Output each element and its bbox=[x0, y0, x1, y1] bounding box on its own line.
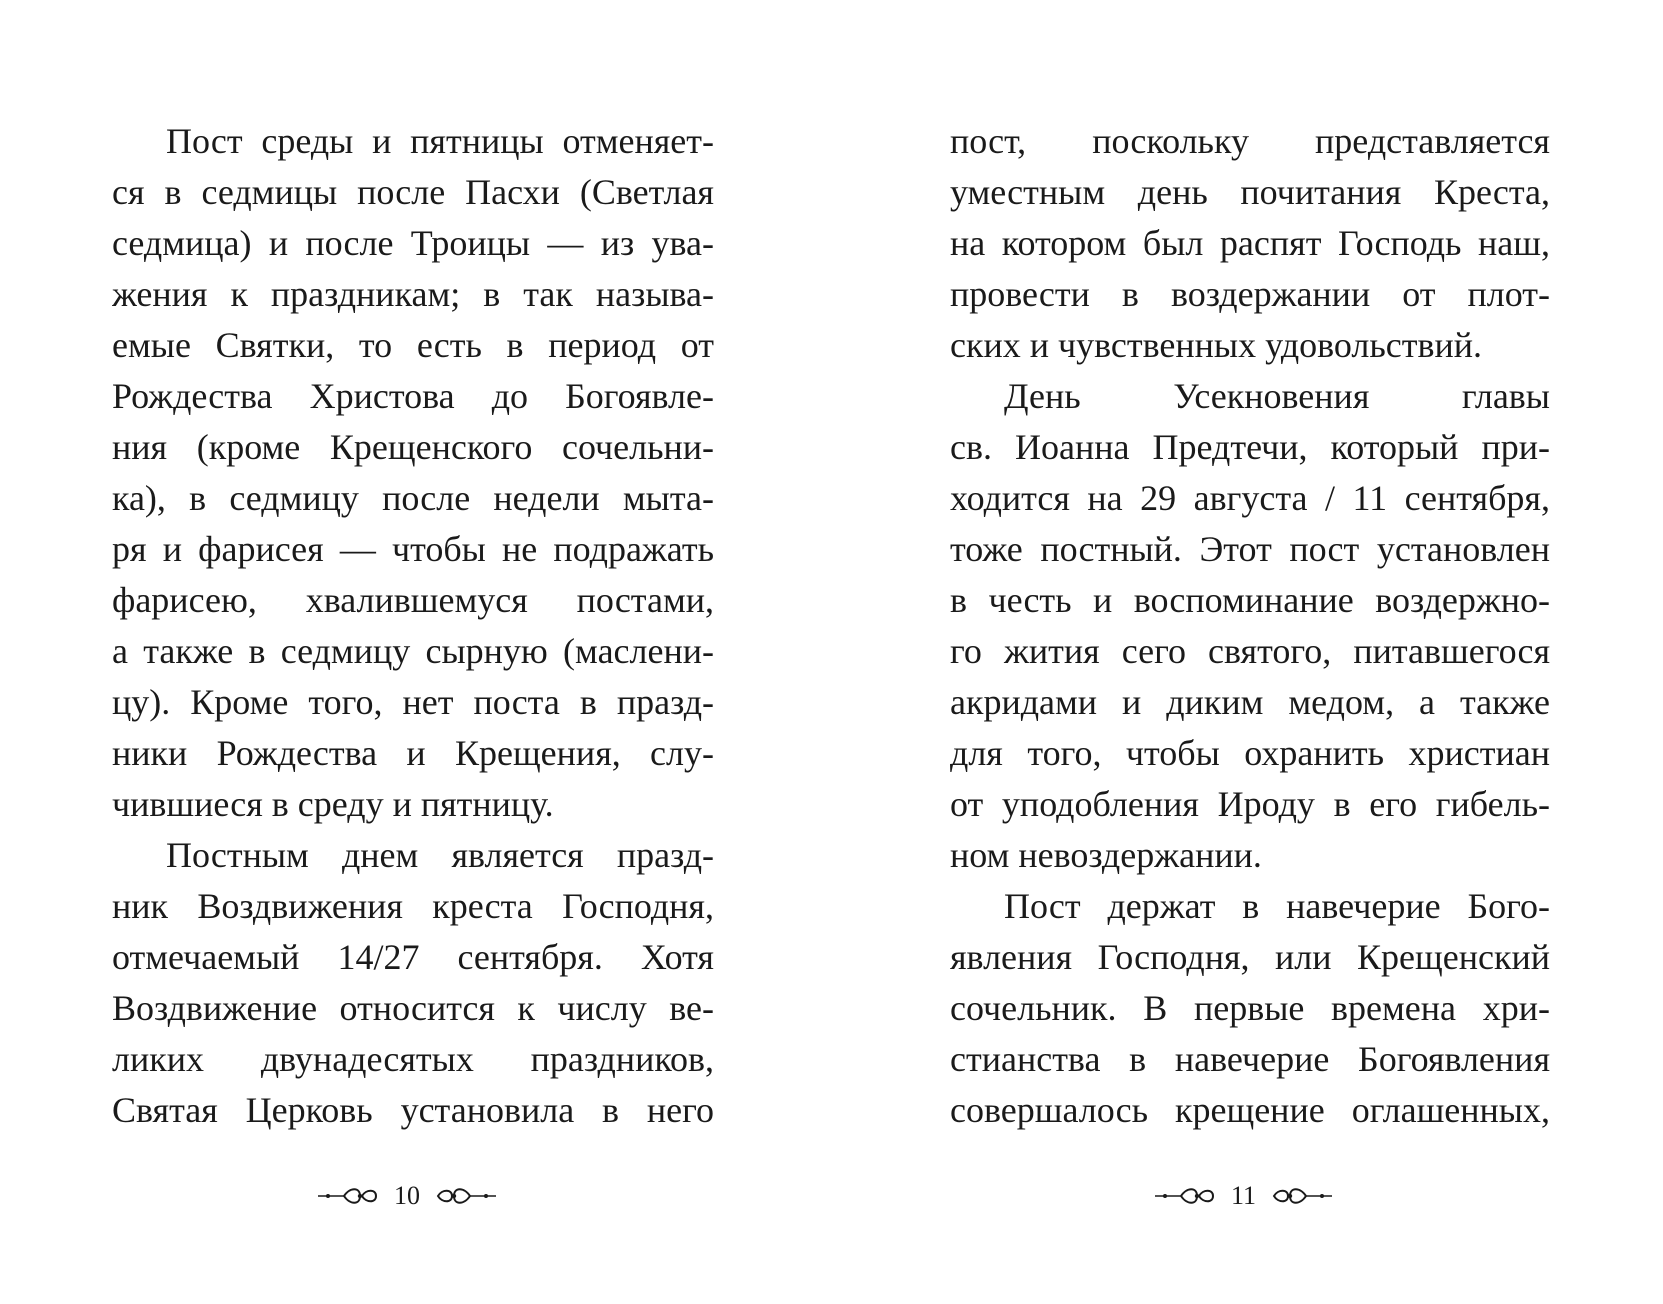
text-line: сочельник. В первые времена хри- bbox=[950, 988, 1550, 1028]
text-line: ном невоздержании. bbox=[950, 835, 1262, 875]
ornament-flourish-icon bbox=[1270, 1185, 1332, 1207]
text-line: Рождества Христова до Богоявле- bbox=[112, 376, 714, 416]
text-line: св. Иоанна Предтечи, который при- bbox=[950, 427, 1550, 467]
right-page-text bbox=[950, 116, 1550, 1196]
text-line: ния (кроме Крещенского сочельни- bbox=[112, 427, 714, 467]
text-line: Воздвижение относится к числу ве- bbox=[112, 988, 714, 1028]
ornament-flourish-icon bbox=[318, 1185, 380, 1207]
text-line: стианства в навечерие Богоявления bbox=[950, 1039, 1550, 1079]
text-line: уместным день почитания Креста, bbox=[950, 172, 1550, 212]
text-line: от уподобления Ироду в его гибель- bbox=[950, 784, 1550, 824]
text-line: на котором был распят Господь наш, bbox=[950, 223, 1550, 263]
text-line: День Усекновения главы bbox=[1004, 376, 1550, 416]
right-page-folio bbox=[1155, 1176, 1332, 1216]
text-line: явления Господня, или Крещенский bbox=[950, 937, 1550, 977]
ornament-flourish-icon bbox=[1155, 1185, 1217, 1207]
text-line: пост, поскольку представляется bbox=[950, 121, 1550, 161]
text-line: ка), в седмицу после недели мыта- bbox=[112, 478, 714, 518]
text-line: чившиеся в среду и пятницу. bbox=[112, 784, 554, 824]
text-line: для того, чтобы охранить христиан bbox=[950, 733, 1550, 773]
text-line: ря и фарисея — чтобы не подражать bbox=[112, 529, 714, 569]
page-number: 10 bbox=[394, 1181, 420, 1210]
text-line: фарисею, хвалившемуся постами, bbox=[112, 580, 714, 620]
ornament-flourish-icon bbox=[434, 1185, 496, 1207]
text-line: отмечаемый 14/27 сентября. Хотя bbox=[112, 937, 714, 977]
text-line: Пост среды и пятницы отменяет- bbox=[166, 121, 714, 161]
text-line: жения к праздникам; в так называ- bbox=[112, 274, 714, 314]
text-line: тоже постный. Этот пост установлен bbox=[950, 529, 1550, 569]
text-line: цу). Кроме того, нет поста в празд- bbox=[112, 682, 714, 722]
text-line: акридами и диким медом, а также bbox=[950, 682, 1550, 722]
left-page-text bbox=[112, 116, 714, 1196]
text-line: ликих двунадесятых праздников, bbox=[112, 1039, 714, 1079]
page-number: 11 bbox=[1231, 1181, 1257, 1210]
text-line: а также в седмицу сырную (маслени- bbox=[112, 631, 714, 671]
text-line: Пост держат в навечерие Бого- bbox=[1004, 886, 1550, 926]
text-line: го жития сего святого, питавшегося bbox=[950, 631, 1550, 671]
text-line: седмица) и после Троицы — из ува- bbox=[112, 223, 714, 263]
text-line: ходится на 29 августа / 11 сентября, bbox=[950, 478, 1550, 518]
text-line: ся в седмицы после Пасхи (Светлая bbox=[112, 172, 714, 212]
text-line: Постным днем является празд- bbox=[166, 835, 714, 875]
text-line: ники Рождества и Крещения, слу- bbox=[112, 733, 714, 773]
text-line: в честь и воспоминание воздержно- bbox=[950, 580, 1550, 620]
text-line: совершалось крещение оглашенных, bbox=[950, 1090, 1550, 1130]
text-line: провести в воздержании от плот- bbox=[950, 274, 1550, 314]
text-line: ник Воздвижения креста Господня, bbox=[112, 886, 714, 926]
text-line: емые Святки, то есть в период от bbox=[112, 325, 714, 365]
left-page-folio bbox=[318, 1176, 496, 1216]
text-line: ских и чувственных удовольствий. bbox=[950, 325, 1483, 365]
text-line: Святая Церковь установила в него bbox=[112, 1090, 714, 1130]
